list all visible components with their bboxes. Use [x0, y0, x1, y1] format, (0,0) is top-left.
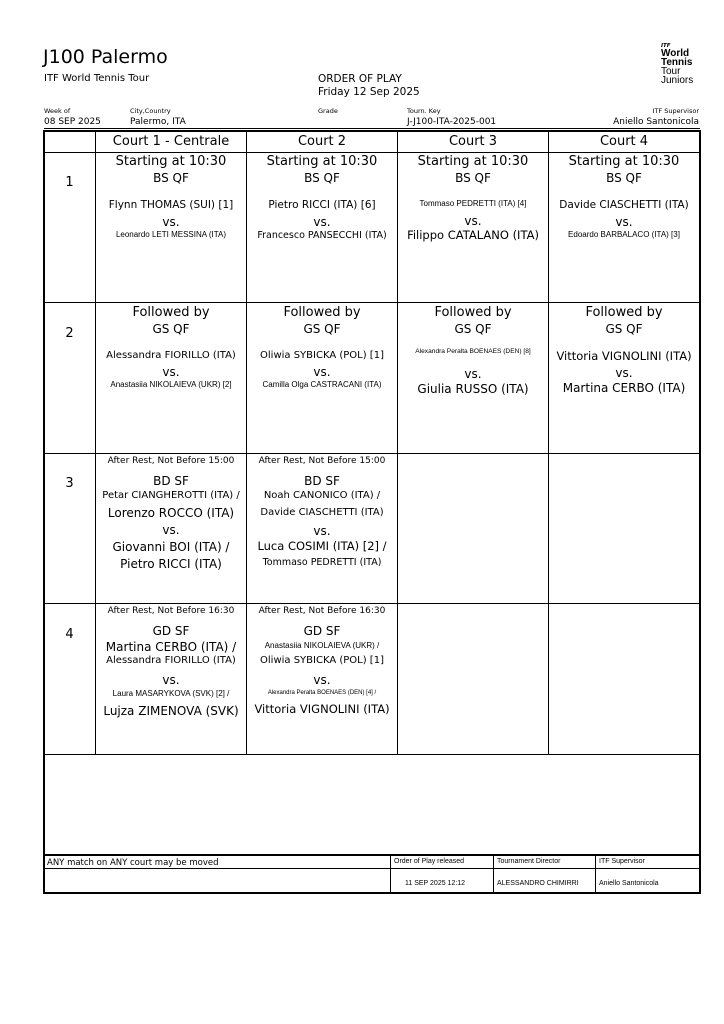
- logo-world: World: [661, 48, 690, 59]
- team-1-player-b: Lorenzo ROCCO (ITA): [107, 506, 235, 520]
- match-cell: [398, 306, 548, 395]
- order-of-play-title: ORDER OF PLAY: [318, 73, 402, 85]
- row-divider: [44, 603, 700, 604]
- player-2: Anastasiia NIKOLAIEVA (UKR) [2]: [110, 380, 232, 389]
- grade-label: Grade: [318, 107, 338, 115]
- player-1: Alessandra FIORILLO (ITA): [106, 350, 236, 361]
- vs-label: vs.: [313, 524, 331, 538]
- match-cell: [247, 607, 397, 716]
- match-event: GS QF: [303, 322, 341, 336]
- vs-label: vs.: [615, 365, 633, 380]
- released-label: Order of Play released: [394, 858, 465, 865]
- vs-label: vs.: [313, 214, 331, 229]
- logo-itf: ITF: [661, 43, 671, 49]
- footer-column-divider: [493, 855, 494, 893]
- week-value: 08 SEP 2025: [44, 117, 101, 127]
- court-change-notice: ANY match on ANY court may be moved: [47, 858, 219, 868]
- vs-label: vs.: [313, 365, 331, 379]
- team-2-player-b: Tommaso PEDRETTI (ITA): [262, 556, 382, 568]
- vs-label: vs.: [464, 214, 482, 228]
- team-1-player-b: Alessandra FIORILLO (ITA): [106, 655, 236, 666]
- director-value: ALESSANDRO CHIMIRRI: [497, 880, 579, 887]
- released-value: 11 SEP 2025 12:12: [405, 880, 466, 887]
- row-divider: [44, 754, 700, 755]
- player-2: Filippo CATALANO (ITA): [407, 228, 539, 242]
- team-1-player-a: Noah CANONICO (ITA) /: [263, 490, 381, 501]
- player-2: Camilla Olga CASTRACANI (ITA): [262, 380, 382, 389]
- team-1-player-a: Martina CERBO (ITA) /: [105, 640, 237, 654]
- player-1: Alexandra Peralta BOENAES (DEN) [8]: [415, 348, 531, 355]
- match-cell: [247, 155, 397, 240]
- match-cell: [549, 306, 699, 394]
- match-event: GS QF: [605, 322, 643, 336]
- row-number: 1: [65, 175, 74, 190]
- team-2-player-a: Laura MASARYKOVA (SVK) [2] /: [112, 689, 230, 698]
- itf-world-tennis-tour-juniors-logo: [661, 43, 693, 85]
- match-event: GS QF: [152, 322, 190, 336]
- match-event: BS QF: [304, 171, 340, 185]
- court-header-3: Court 3: [448, 134, 498, 149]
- match-event: GD SF: [152, 624, 190, 638]
- footer-column-divider: [390, 855, 391, 893]
- match-note: After Rest, Not Before 16:30: [107, 606, 235, 616]
- match-start: Starting at 10:30: [266, 154, 378, 169]
- vs-label: vs.: [162, 523, 180, 537]
- footer-column-divider: [595, 855, 596, 893]
- team-1-player-b: Davide CIASCHETTI (ITA): [260, 507, 384, 518]
- match-cell: [398, 155, 548, 242]
- vs-label: vs.: [615, 214, 633, 229]
- header-divider: [44, 128, 700, 129]
- logo-juniors: Juniors: [661, 75, 694, 86]
- logo-tour: Tour: [661, 66, 681, 77]
- vs-label: vs.: [162, 673, 180, 687]
- table-top-border: [43, 130, 700, 132]
- table-bottom-border: [43, 892, 700, 894]
- match-cell: [96, 155, 246, 239]
- team-2-player-b: Pietro RICCI (ITA): [120, 557, 222, 571]
- tour-subtitle: ITF World Tennis Tour: [44, 73, 150, 84]
- player-1: Vittoria VIGNOLINI (ITA): [556, 349, 692, 363]
- team-2-player-b: Lujza ZIMENOVA (SVK): [103, 704, 239, 718]
- match-start: Starting at 10:30: [115, 154, 227, 169]
- team-2-player-a: Luca COSIMI (ITA) [2] /: [257, 539, 387, 553]
- court-header-1: Court 1 - Centrale: [112, 134, 230, 149]
- footer-supervisor-value: Aniello Santonicola: [599, 880, 659, 887]
- match-event: BS QF: [606, 171, 642, 185]
- footer-top-border: [43, 854, 700, 856]
- player-1: Pietro RICCI (ITA) [6]: [268, 199, 376, 211]
- week-label: Week of: [44, 107, 71, 115]
- team-2-player-b: Vittoria VIGNOLINI (ITA): [254, 702, 390, 716]
- city-label: City,Country: [130, 107, 171, 115]
- match-cell: [96, 306, 246, 389]
- footer-supervisor-label: ITF Supervisor: [599, 858, 645, 865]
- row-divider: [44, 302, 700, 303]
- player-2: Leonardo LETI MESSINA (ITA): [115, 229, 227, 239]
- table-right-border: [699, 130, 701, 894]
- match-event: BS QF: [455, 171, 491, 185]
- footer-divider: [44, 868, 700, 869]
- itf-supervisor-label: ITF Supervisor: [652, 107, 699, 115]
- vs-label: vs.: [313, 673, 331, 687]
- match-cell: [96, 457, 246, 570]
- vs-label: vs.: [464, 366, 482, 381]
- table-left-border: [43, 130, 45, 894]
- team-2-player-a: Giovanni BOI (ITA) /: [112, 540, 230, 554]
- player-2: Francesco PANSECCHI (ITA): [257, 229, 387, 241]
- match-start: Followed by: [585, 305, 663, 320]
- match-start: Followed by: [434, 305, 512, 320]
- director-label: Tournament Director: [497, 858, 561, 865]
- court-header-2: Court 2: [297, 134, 347, 149]
- match-note: After Rest, Not Before 15:00: [258, 456, 386, 466]
- match-event: BD SF: [153, 474, 189, 488]
- match-note: After Rest, Not Before 15:00: [107, 456, 235, 466]
- itf-supervisor-value: Aniello Santonicola: [613, 117, 699, 127]
- tourn-key-value: J-J100-ITA-2025-001: [407, 117, 497, 127]
- player-1: Oliwia SYBICKA (POL) [1]: [260, 350, 384, 361]
- team-1-player-a: Petar CIANGHEROTTI (ITA) /: [102, 490, 240, 501]
- player-1: Flynn THOMAS (SUI) [1]: [108, 199, 234, 211]
- player-2: Giulia RUSSO (ITA): [417, 381, 529, 396]
- player-2: Edoardo BARBALACO (ITA) [3]: [568, 229, 680, 239]
- match-start: Followed by: [132, 305, 210, 320]
- match-event: GS QF: [454, 322, 492, 336]
- team-1-player-b: Oliwia SYBICKA (POL) [1]: [260, 655, 384, 666]
- row-number: 2: [65, 326, 74, 341]
- match-event: BS QF: [153, 171, 189, 185]
- row-number: 3: [65, 476, 74, 491]
- match-start: Starting at 10:30: [568, 154, 680, 169]
- vs-label: vs.: [162, 365, 180, 379]
- match-cell: [96, 607, 246, 717]
- vs-label: vs.: [162, 214, 180, 229]
- tournament-title: J100 Palermo: [43, 46, 168, 68]
- player-2: Martina CERBO (ITA): [562, 380, 686, 395]
- match-start: Starting at 10:30: [417, 154, 529, 169]
- player-1: Davide CIASCHETTI (ITA): [559, 199, 689, 211]
- player-1: Tommaso PEDRETTI (ITA) [4]: [419, 199, 527, 208]
- match-cell: [247, 457, 397, 567]
- tourn-key-label: Tourn. Key: [407, 107, 441, 115]
- court-header-4: Court 4: [599, 134, 649, 149]
- row-divider: [44, 453, 700, 454]
- city-value: Palermo, ITA: [130, 117, 186, 127]
- court-header-bottom: [44, 152, 700, 153]
- team-1-player-a: Anastasiia NIKOLAIEVA (UKR) /: [264, 641, 380, 650]
- match-event: BD SF: [304, 474, 340, 488]
- match-note: After Rest, Not Before 16:30: [258, 606, 386, 616]
- logo-tennis: Tennis: [661, 57, 693, 68]
- match-event: GD SF: [303, 624, 341, 638]
- match-cell: [247, 306, 397, 389]
- match-start: Followed by: [283, 305, 361, 320]
- row-number: 4: [65, 627, 74, 642]
- order-of-play-date: Friday 12 Sep 2025: [318, 86, 420, 98]
- match-cell: [549, 155, 699, 239]
- team-2-player-a: Alexandra Peralta BOENAES (DEN) [4] /: [267, 690, 377, 696]
